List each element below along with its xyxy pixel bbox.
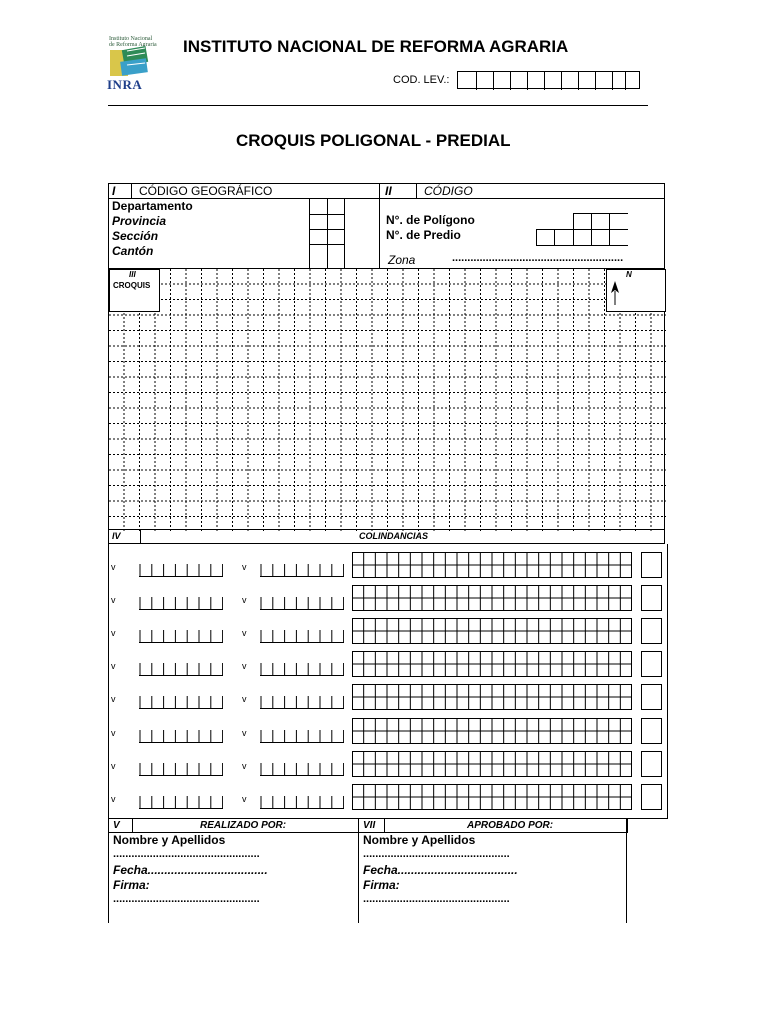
row-marker-2: v	[242, 794, 247, 804]
section-7-title: APROBADO POR:	[467, 820, 554, 831]
neighbor-name-grid[interactable]	[352, 718, 632, 744]
row-marker-1: v	[111, 595, 116, 605]
north-label: N	[626, 270, 632, 279]
realizado-firma-label: Firma:	[113, 878, 150, 892]
poligono-label: N°. de Polígono	[386, 213, 475, 227]
row-marker-2: v	[242, 728, 247, 738]
row-marker-1: v	[111, 694, 116, 704]
section-2-roman-divider	[416, 183, 417, 199]
row-check-box[interactable]	[641, 618, 662, 644]
row-marker-2: v	[242, 562, 247, 572]
signatures-left-edge	[108, 818, 109, 923]
row-check-box[interactable]	[641, 718, 662, 744]
logo-tagline-1: Instituto Nacional	[109, 36, 153, 42]
neighbor-name-grid[interactable]	[352, 651, 632, 677]
section-7-roman: VII	[363, 820, 376, 831]
realizado-name-label: Nombre y Apellidos	[113, 833, 226, 847]
zona-line[interactable]: ........................................................	[452, 252, 624, 264]
row-marker-2: v	[242, 628, 247, 638]
croquis-grid	[109, 269, 666, 531]
predio-label: N°. de Predio	[386, 228, 461, 242]
coordinate-input-x[interactable]	[139, 628, 223, 644]
poligono-predio-grid	[536, 213, 630, 247]
section-3-roman: III	[129, 270, 136, 279]
coordinate-input-x[interactable]	[139, 794, 223, 810]
field-departamento: Departamento	[112, 199, 193, 213]
field-canton: Cantón	[112, 244, 154, 258]
colindancias-roman-divider	[140, 529, 141, 544]
row-check-box[interactable]	[641, 684, 662, 710]
neighbor-name-grid[interactable]	[352, 618, 632, 644]
row-marker-2: v	[242, 694, 247, 704]
coordinate-input-y[interactable]	[260, 628, 344, 644]
neighbor-name-grid[interactable]	[352, 552, 632, 578]
section-1-2-divider	[379, 183, 380, 269]
neighbor-name-grid[interactable]	[352, 751, 632, 777]
section-5-title: REALIZADO POR:	[200, 820, 287, 831]
form-subtitle: CROQUIS POLIGONAL - PREDIAL	[236, 131, 511, 150]
cod-lev-boxes[interactable]	[457, 71, 640, 89]
realizado-roman-divider	[132, 818, 133, 833]
coordinate-input-x[interactable]	[139, 595, 223, 611]
coordinate-input-y[interactable]	[260, 595, 344, 611]
coordinate-input-x[interactable]	[139, 694, 223, 710]
section-5-roman: V	[113, 820, 120, 831]
coordinate-input-y[interactable]	[260, 661, 344, 677]
field-seccion: Sección	[112, 229, 159, 243]
row-marker-1: v	[111, 628, 116, 638]
coordinate-input-y[interactable]	[260, 694, 344, 710]
coordinate-input-x[interactable]	[139, 728, 223, 744]
section-3-title: CROQUIS	[113, 281, 151, 290]
row-marker-1: v	[111, 661, 116, 671]
row-check-box[interactable]	[641, 751, 662, 777]
page-title: INSTITUTO NACIONAL DE REFORMA AGRARIA	[183, 37, 569, 56]
neighbor-name-grid[interactable]	[352, 784, 632, 810]
row-marker-1: v	[111, 761, 116, 771]
section-4-roman: IV	[112, 531, 121, 541]
aprobado-firma-label: Firma:	[363, 878, 400, 892]
row-check-box[interactable]	[641, 784, 662, 810]
coordinate-input-x[interactable]	[139, 562, 223, 578]
coordinate-input-y[interactable]	[260, 728, 344, 744]
row-check-box[interactable]	[641, 585, 662, 611]
cod-lev-dividers	[458, 72, 641, 90]
cod-lev-label: COD. LEV.:	[393, 74, 450, 86]
aprobado-name-line[interactable]: ................................................	[363, 848, 510, 860]
field-provincia: Provincia	[112, 214, 167, 228]
row-check-box[interactable]	[641, 651, 662, 677]
coordinate-input-y[interactable]	[260, 761, 344, 777]
realizado-firma-line[interactable]: ................................................	[113, 893, 260, 905]
section-1-roman: I	[112, 184, 116, 198]
croquis-frame[interactable]	[108, 268, 665, 530]
geo-code-boxes[interactable]	[309, 198, 345, 269]
row-marker-1: v	[111, 728, 116, 738]
poligono-predio-boxes[interactable]	[536, 213, 630, 247]
realizado-fecha[interactable]: Fecha....................................	[113, 863, 268, 877]
section-2-roman: II	[385, 184, 392, 198]
north-arrow-icon	[609, 279, 621, 307]
signatures-right-edge	[626, 818, 627, 923]
logo-tagline-2: de Reforma Agraria	[109, 42, 157, 48]
inra-logo	[107, 36, 157, 94]
aprobado-fecha[interactable]: Fecha....................................	[363, 863, 518, 877]
logo-name: INRA	[107, 77, 143, 92]
signatures-divider	[358, 818, 359, 923]
row-marker-2: v	[242, 661, 247, 671]
row-marker-1: v	[111, 794, 116, 804]
coordinate-input-y[interactable]	[260, 794, 344, 810]
realizado-name-line[interactable]: ................................................	[113, 848, 260, 860]
neighbor-name-grid[interactable]	[352, 684, 632, 710]
aprobado-firma-line[interactable]: ................................................	[363, 893, 510, 905]
section-1-roman-divider	[131, 183, 132, 199]
aprobado-roman-divider	[384, 818, 385, 833]
section-1-title: CÓDIGO GEOGRÁFICO	[139, 184, 273, 198]
geo-code-grid	[309, 198, 345, 269]
row-marker-2: v	[242, 595, 247, 605]
row-check-box[interactable]	[641, 552, 662, 578]
row-marker-1: v	[111, 562, 116, 572]
coordinate-input-y[interactable]	[260, 562, 344, 578]
coordinate-input-x[interactable]	[139, 661, 223, 677]
header-divider	[108, 105, 648, 106]
neighbor-name-grid[interactable]	[352, 585, 632, 611]
coordinate-input-x[interactable]	[139, 761, 223, 777]
row-marker-2: v	[242, 761, 247, 771]
aprobado-name-label: Nombre y Apellidos	[363, 833, 476, 847]
section-2-title: CÓDIGO	[424, 184, 473, 198]
section-4-title: COLINDANCIAS	[359, 531, 428, 541]
zona-label: Zona	[388, 253, 416, 267]
